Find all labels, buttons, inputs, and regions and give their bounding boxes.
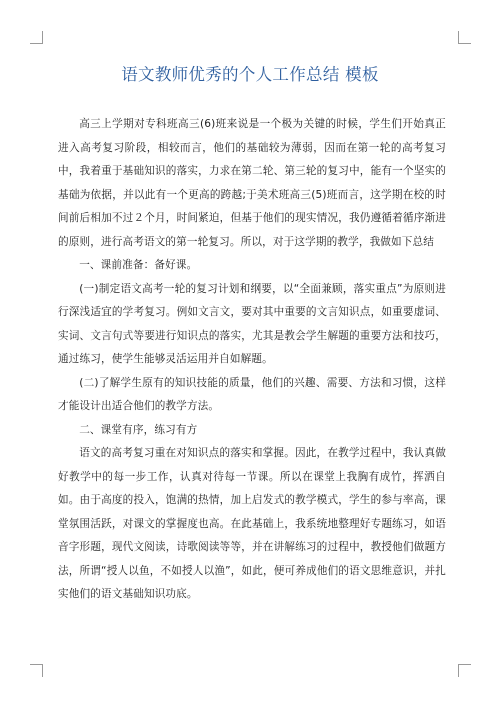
paragraph-section-1-part-1: (一)制定语文高考一轮的复习计划和纲要，以“全面兼顾，落实重点”为原则进行深浅适宜的学考复习。例如文言文，要对其中重要的文言知识点，如重要虚词、实词、文言句式等要进行知识点的落实，尤其是教会学生解题的重要方法和技巧，通过练习，使学生能够灵活运用并自如解题。 bbox=[58, 282, 446, 365]
document-title: 语文教师优秀的个人工作总结 模板 bbox=[121, 65, 379, 84]
document-body bbox=[58, 113, 446, 607]
heading-section-2: 二、课堂有序，练习有方 bbox=[79, 423, 198, 436]
crop-mark-bottom-left bbox=[30, 664, 43, 677]
paragraph-section-1-part-2: (二)了解学生原有的知识技能的质量，他们的兴趣、需要、方法和习惯，这样才能设计出适合他们的教学方法。 bbox=[58, 376, 446, 412]
paragraph-intro: 高三上学期对专科班高三(6)班来说是一个极为关键的时候，学生们开始真正进入高考复习阶段，相较而言，他们的基础较为薄弱，因而在第一轮的高考复习中，我着重于基础知识的落实，力求在第二轮、第三轮的复习中，能有一个坚实的基础为依据，并以此有一个更高的跨越;于美术班高三(5)班而言，这学期在校的时间前后相加不过２个月，时间紧迫，但基于他们的现实情况，我仍遵循着循序渐进的原则，进行高考语文的第一轮复习。所以，对于这学期的教学，我做如下总结 bbox=[58, 118, 446, 248]
heading-section-1: 一、课前准备：备好课。 bbox=[79, 259, 198, 271]
crop-mark-top-left bbox=[30, 31, 43, 44]
crop-mark-top-right bbox=[458, 31, 471, 44]
paragraph-section-2: 语文的高考复习重在对知识点的落实和掌握。因此，在教学过程中，我认真做好教学中的每一步工作，认真对待每一节课。所以在课堂上我胸有成竹，挥洒自如。由于高度的投入，饱满的热情，加上启发式的教学模式，学生的参与率高，课堂氛围活跃，对课文的掌握度也高。在此基础上，我系统地整理好专题练习，如语音字形题，现代文阅读，诗歌阅读等等，并在讲解练习的过程中，教授他们做题方法，所谓“授人以鱼，不如授人以渔”，如此，便可养成他们的语文思维意识，并扎实他们的语文基础知识功底。 bbox=[58, 447, 446, 600]
crop-mark-bottom-right bbox=[458, 664, 471, 677]
